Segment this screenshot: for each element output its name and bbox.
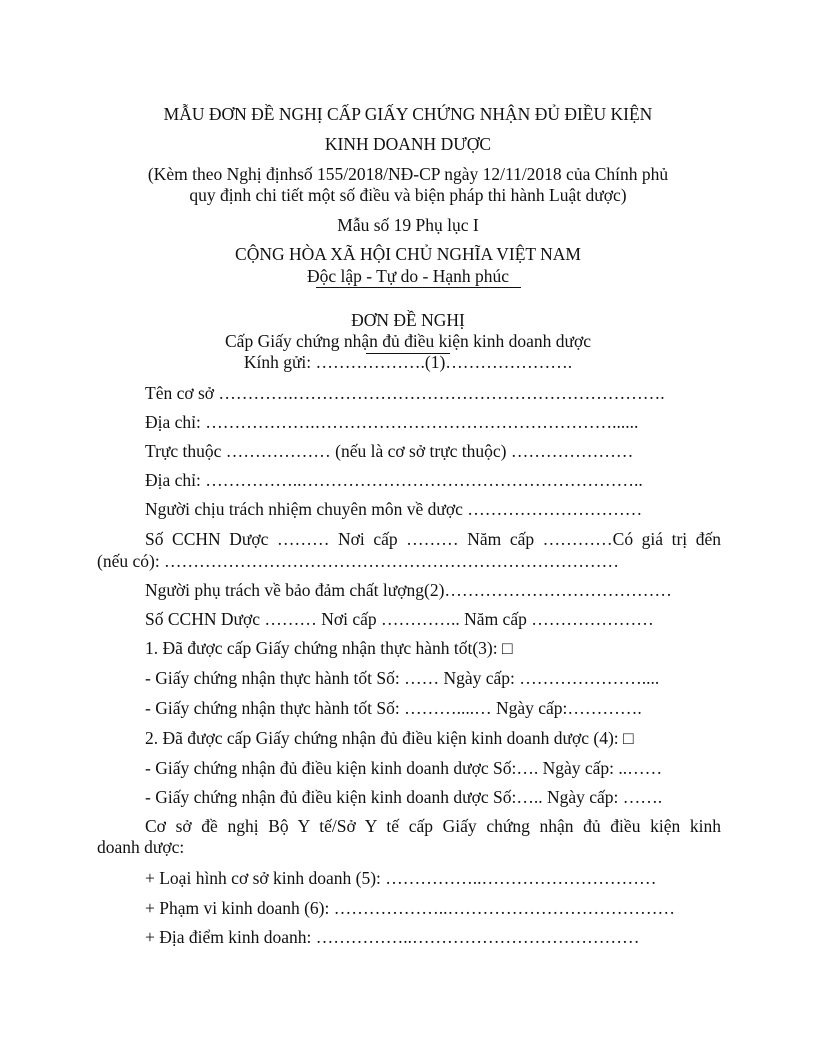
document-subtitle: Cấp Giấy chứng nhận đủ điều kiện kinh doanh dược — [225, 331, 591, 351]
facility-name-field: Tên cơ sở ………….………………………………………………………. — [145, 383, 665, 403]
form-title-line2: KINH DOANH DƯỢC — [324, 134, 492, 154]
document-title: ĐƠN ĐỀ NGHỊ — [351, 310, 465, 330]
legal-note-line1: (Kèm theo Nghị địnhsố 155/2018/NĐ-CP ngày 12/11/2018 của Chính phủ — [147, 164, 669, 184]
gpp-heading: 1. Đã được cấp Giấy chứng nhận thực hành tốt(3): □ — [145, 638, 513, 658]
legal-note-line2: quy định chi tiết một số điều và biện pháp thi hành Luật dược) — [189, 185, 627, 205]
recipient-line: Kính gửi: ……………….(1)…………………. — [243, 352, 573, 372]
eligibility-certificate-1: - Giấy chứng nhận đủ điều kiện kinh doanh dược Số:…. Ngày cấp: ..…… — [145, 758, 663, 778]
gpp-certificate-2: - Giấy chứng nhận thực hành tốt Số: ………....… Ngày cấp:…………. — [145, 698, 642, 718]
form-number: Mẫu số 19 Phụ lục I — [337, 215, 479, 235]
quality-person-certificate-field: Số CCHN Dược ……… Nơi cấp ………….. Năm cấp ………………… — [145, 609, 654, 629]
motto-underline — [316, 287, 521, 288]
affiliation-address-field: Địa chỉ: ……………..………………………………………………….. — [145, 470, 643, 490]
national-motto: Độc lập - Tự do - Hạnh phúc — [306, 266, 510, 286]
practice-certificate-line: Số CCHN Dược ……… Nơi cấp ……… Năm cấp …………Có giá trị đến — [145, 529, 721, 549]
responsible-person-field: Người chịu trách nhiệm chuyên môn về dược ………………………… — [145, 499, 643, 519]
request-line-continued: doanh dược: — [97, 837, 185, 857]
affiliation-field: Trực thuộc ……………… (nếu là cơ sở trực thuộc) ………………… — [145, 441, 634, 461]
eligibility-certificate-2: - Giấy chứng nhận đủ điều kiện kinh doanh dược Số:….. Ngày cấp: ……. — [145, 787, 663, 807]
gpp-certificate-1: - Giấy chứng nhận thực hành tốt Số: …… Ngày cấp: ………………….... — [145, 668, 660, 688]
eligibility-heading: 2. Đã được cấp Giấy chứng nhận đủ điều kiện kinh doanh dược (4): □ — [145, 728, 634, 748]
form-title-line1: MẪU ĐƠN ĐỀ NGHỊ CẤP GIẤY CHỨNG NHẬN ĐỦ ĐIỀU KIỆN — [163, 104, 653, 124]
facility-address-field: Địa chỉ: ……………….……………………………………………...... — [145, 412, 639, 432]
quality-person-field: Người phụ trách về bảo đảm chất lượng(2)………………………………… — [145, 580, 672, 600]
certificate-validity-line: (nếu có): …………………………………………………………………… — [97, 551, 620, 571]
business-type-field: + Loại hình cơ sở kinh doanh (5): ……………..………………………… — [145, 868, 657, 888]
business-scope-field: + Phạm vi kinh doanh (6): ………………..………………………………… — [145, 898, 675, 918]
business-location-field: + Địa điểm kinh doanh: ……………..………………………………… — [145, 927, 640, 947]
national-title: CỘNG HÒA XÃ HỘI CHỦ NGHĨA VIỆT NAM — [235, 244, 581, 264]
request-line: Cơ sở đề nghị Bộ Y tế/Sở Y tế cấp Giấy chứng nhận đủ điều kiện kinh — [145, 816, 721, 836]
